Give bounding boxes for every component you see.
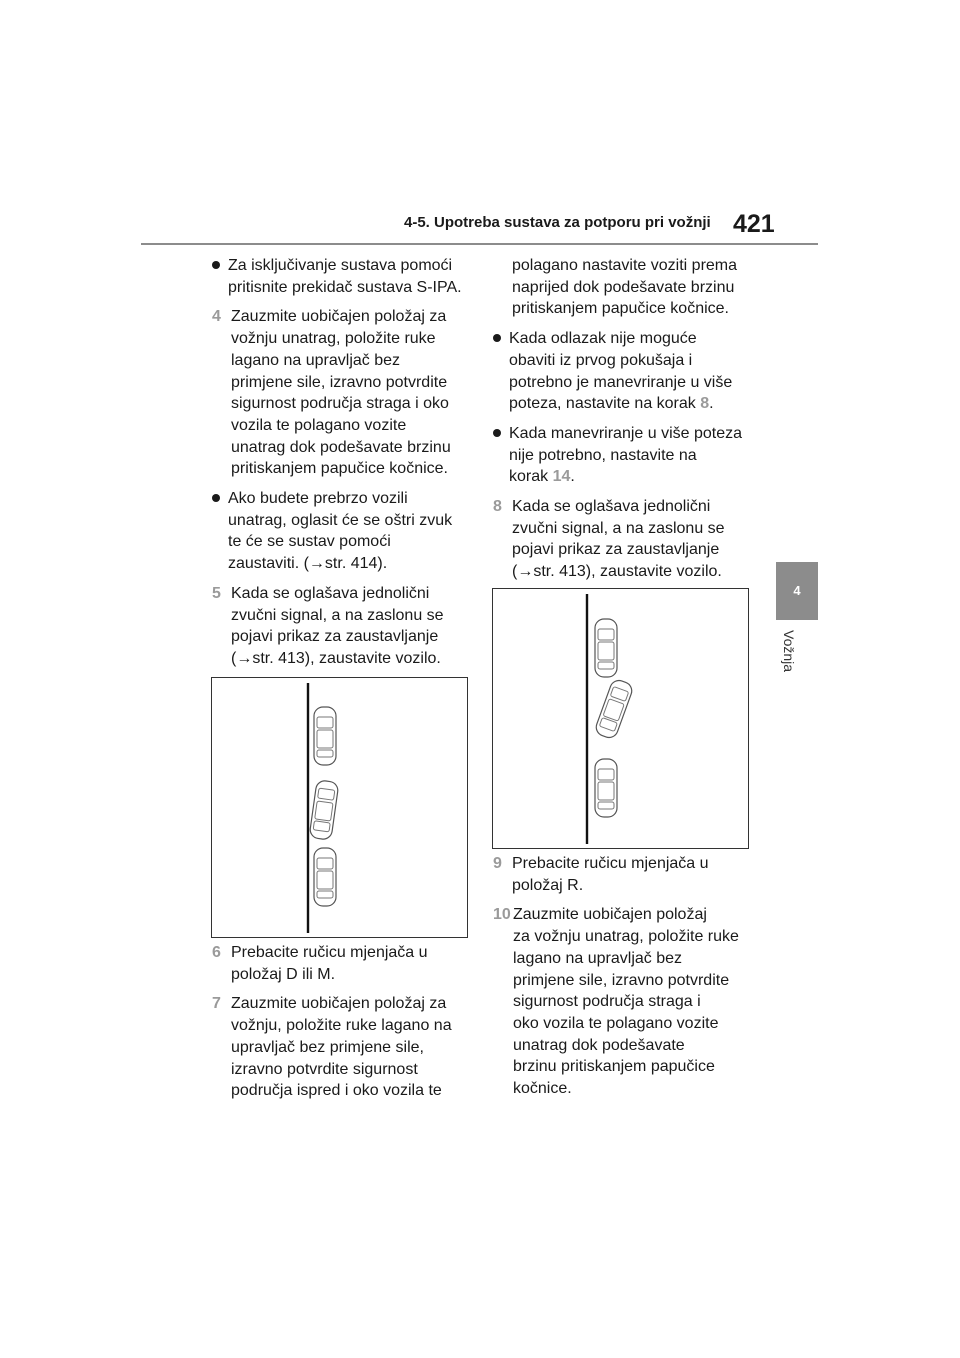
car-icon [314,848,336,906]
text-line: sigurnost područja straga i oko [231,395,449,413]
car-icon [314,707,336,765]
text-line: položaj R. [512,876,584,894]
text-line: zaustaviti. (→str. 414). [228,555,388,573]
bullet-no-multi-maneuver [493,423,758,488]
text-line: položaj D ili M. [231,965,336,983]
step-5 [212,583,474,670]
step-number: 5 [212,584,221,602]
text-line: pritiskanjem papučice kočnice. [512,300,729,318]
text-line: vožnju unatrag, položite ruke [231,330,436,348]
text-line: polagano nastavite voziti prema [512,257,738,274]
text-line: Kada se oglašava jednolični [231,584,430,602]
text-line: Ako budete prebrzo vozili [228,490,408,508]
illustration-parallel-exit-step8 [492,588,749,849]
text-line: obaviti iz prvog pokušaja i [509,351,693,369]
step-4 [212,306,474,480]
arrow-icon: → [308,555,325,573]
text-line: područja ispred i oko vozila te [231,1082,442,1100]
text-line: lagano na upravljač bez [513,949,683,967]
step-10 [493,904,758,1099]
text-line: vozila te polagano vozite [231,416,407,434]
bullet-too-fast [212,488,474,575]
text-line: Prebacite ručicu mjenjača u [231,944,428,961]
text-line: lagano na upravljač bez [231,351,401,369]
text-line: brzinu pritiskanjem papučice [513,1058,715,1076]
text-line: potrebno je manevriranje u više [509,373,733,391]
text-line: unatrag, oglasit će se oštri zvuk [228,511,453,529]
text-line: oko vozila te polagano vozite [513,1014,719,1032]
step-9 [493,853,758,896]
car-icon [595,619,617,677]
text-line: pojavi prikaz za zaustavljanje [231,628,439,646]
text-line: naprijed dok podešavate brzinu [512,278,735,296]
text-line: Prebacite ručicu mjenjača u [512,855,709,872]
text-line: unatrag dok podešavate [513,1036,685,1054]
text-line: (→str. 413), zaustavite vozilo. [231,649,441,667]
left-column-top [212,255,474,670]
text-line: primjene sile, izravno potvrdite [513,971,730,989]
text-line: (→str. 413), zaustavite vozilo. [512,563,722,581]
bullet-multi-maneuver [493,328,758,415]
car-icon [594,678,635,740]
text-line: poteza, nastavite na korak 8. [509,395,714,413]
text-line: Zauzmite uobičajen položaj [513,906,707,924]
text-line: unatrag dok podešavate brzinu [231,438,451,456]
text-line: primjene sile, izravno potvrdite [231,373,448,391]
right-column-top [493,255,758,583]
text-line: nije potrebno, nastavite na [509,446,697,464]
text-line: vožnju, položite ruke lagano na [231,1017,452,1035]
step-6 [212,942,474,985]
text-line: kočnice. [513,1080,572,1098]
step-number: 7 [212,995,221,1013]
text-line: Kada odlazak nije moguće [509,330,697,348]
car-icon [595,759,617,817]
text-line: Kada se oglašava jednolični [512,498,711,516]
text-line: korak 14. [509,468,575,486]
text-line: pojavi prikaz za zaustavljanje [512,541,720,559]
bullet-disable-assist [212,255,474,298]
text-line: sigurnost područja straga i [513,993,701,1011]
header-rule [141,243,818,245]
arrow-icon: → [236,649,253,667]
step-reference: 14 [552,468,571,486]
left-column-bottom [212,942,474,1102]
text-line: zvučni signal, a na zaslonu se [512,519,725,537]
step-number: 4 [212,308,221,326]
chapter-number: 4 [793,583,801,598]
text-line: Zauzmite uobičajen položaj za [231,308,447,326]
step-7-continued [493,255,758,320]
text-line: zvučni signal, a na zaslonu se [231,606,444,624]
text-line: pritisnite prekidač sustava S-IPA. [228,278,462,296]
text-line: izravno potvrdite sigurnost [231,1060,418,1078]
car-icon [309,780,339,840]
arrow-icon: → [517,563,534,581]
text-line: upravljač bez primjene sile, [231,1038,424,1056]
step-number: 6 [212,944,221,961]
text-line: za vožnju unatrag, položite ruke [513,928,739,946]
text-line: Kada manevriranje u više poteza [509,424,743,442]
right-column-bottom [493,853,758,1100]
chapter-label: Vožnja [781,630,797,673]
section-title: 4-5. Upotreba sustava za potporu pri vožnji [404,214,711,231]
text-line: Za isključivanje sustava pomoći [228,257,453,274]
illustration-parallel-exit-step5 [211,677,468,938]
step-number: 9 [493,855,502,872]
step-8 [493,496,758,583]
text-line: pritiskanjem papučice kočnice. [231,460,448,478]
page-number: 421 [733,210,775,238]
step-number: 10 [493,906,511,924]
step-number: 8 [493,498,502,516]
text-line: te će se sustav pomoći [228,533,391,551]
step-reference: 8 [700,395,710,413]
step-7 [212,993,474,1102]
text-line: Zauzmite uobičajen položaj za [231,995,447,1013]
chapter-tab [776,562,818,620]
